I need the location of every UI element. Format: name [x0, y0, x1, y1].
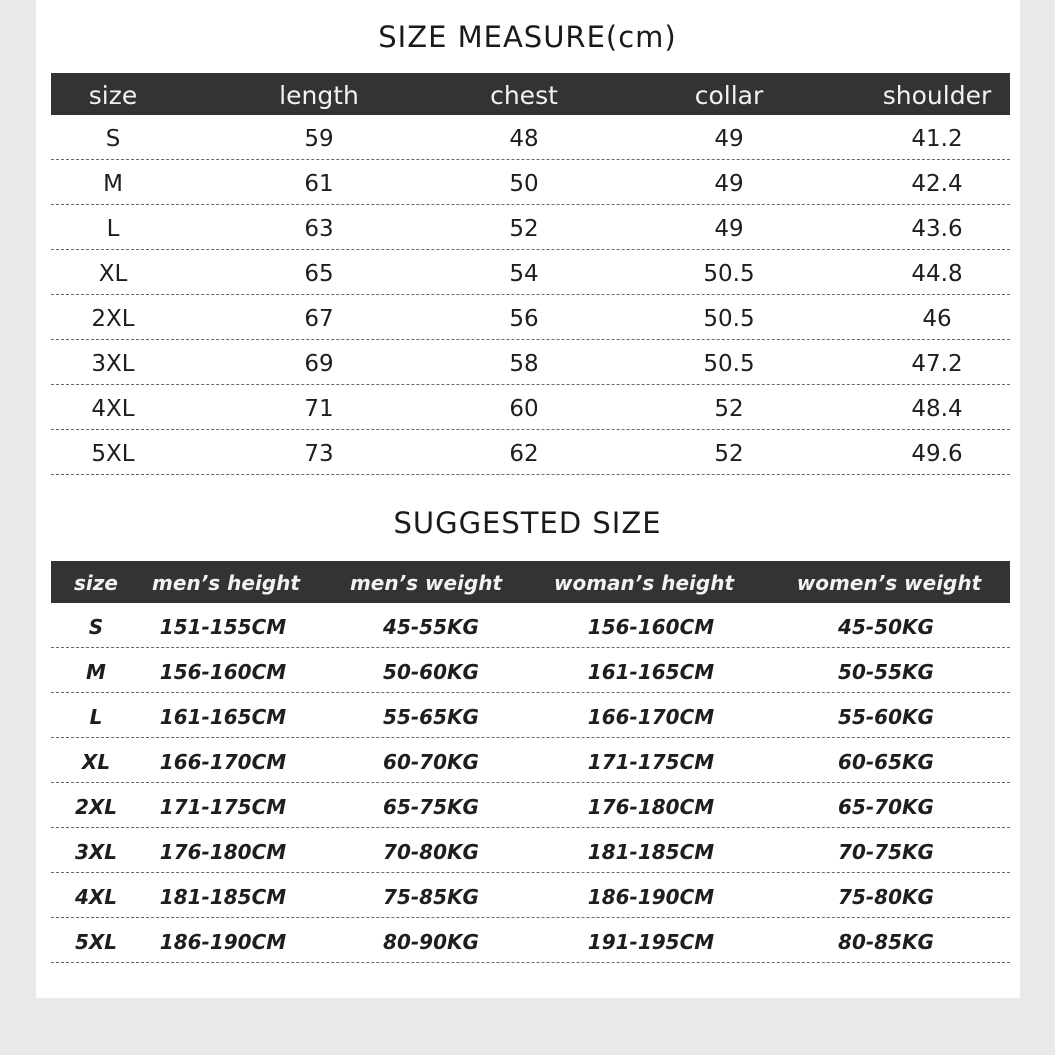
chest-cell: 58 [509, 351, 539, 377]
collar-cell: 49 [714, 216, 744, 242]
size-measure-body [51, 115, 1010, 475]
womens-weight-cell: 45-50KG [838, 615, 934, 639]
chest-cell: 50 [509, 171, 539, 197]
size-cell: M [103, 171, 123, 197]
shoulder-cell: 44.8 [911, 261, 963, 287]
header-shoulder: shoulder [882, 81, 992, 110]
collar-cell: 52 [714, 441, 744, 467]
size-measure-header [51, 73, 1010, 115]
size-cell: S [88, 615, 104, 639]
length-cell: 71 [304, 396, 334, 422]
mens-height-cell: 181-185CM [159, 885, 287, 909]
mens-height-cell: 151-155CM [159, 615, 287, 639]
womens-weight-cell: 70-75KG [838, 840, 934, 864]
womans-height-cell: 176-180CM [587, 795, 715, 819]
chest-cell: 62 [509, 441, 539, 467]
header-chest: chest [490, 81, 558, 110]
size-cell: 5XL [91, 441, 135, 467]
table-row [51, 873, 1010, 918]
table-row [51, 250, 1010, 295]
header-mens-weight: men’s weight [349, 571, 503, 595]
shoulder-cell: 47.2 [911, 351, 963, 377]
mens-height-cell: 156-160CM [159, 660, 287, 684]
header-length: length [279, 81, 359, 110]
table-row [51, 340, 1010, 385]
chest-cell: 52 [509, 216, 539, 242]
table-row [51, 603, 1010, 648]
suggested-size-body [51, 603, 1010, 963]
shoulder-cell: 42.4 [911, 171, 963, 197]
womens-weight-cell: 75-80KG [838, 885, 934, 909]
womens-weight-cell: 60-65KG [838, 750, 934, 774]
womens-weight-cell: 55-60KG [838, 705, 934, 729]
header-size: size [88, 81, 138, 110]
mens-weight-cell: 65-75KG [383, 795, 479, 819]
collar-cell: 52 [714, 396, 744, 422]
shoulder-cell: 48.4 [911, 396, 963, 422]
header-collar: collar [694, 81, 764, 110]
size-cell: 5XL [74, 930, 118, 954]
mens-height-cell: 161-165CM [159, 705, 287, 729]
womans-height-cell: 166-170CM [587, 705, 715, 729]
mens-height-cell: 171-175CM [159, 795, 287, 819]
mens-weight-cell: 80-90KG [383, 930, 479, 954]
mens-weight-cell: 60-70KG [383, 750, 479, 774]
table-row [51, 783, 1010, 828]
size-measure-title: SIZE MEASURE(cm) [378, 20, 677, 54]
collar-cell: 50.5 [703, 261, 755, 287]
table-row [51, 738, 1010, 783]
shoulder-cell: 46 [922, 306, 952, 332]
womens-weight-cell: 80-85KG [838, 930, 934, 954]
shoulder-cell: 43.6 [911, 216, 963, 242]
table-row [51, 385, 1010, 430]
table-row [51, 430, 1010, 475]
table-row [51, 115, 1010, 160]
mens-weight-cell: 75-85KG [383, 885, 479, 909]
mens-weight-cell: 50-60KG [383, 660, 479, 684]
mens-height-cell: 176-180CM [159, 840, 287, 864]
size-cell: L [89, 705, 103, 729]
size-cell: XL [98, 261, 128, 287]
collar-cell: 50.5 [703, 306, 755, 332]
womans-height-cell: 191-195CM [587, 930, 715, 954]
suggested-size-header [51, 561, 1010, 603]
length-cell: 65 [304, 261, 334, 287]
header-mens-height: men’s height [152, 571, 300, 595]
table-row [51, 918, 1010, 963]
mens-weight-cell: 70-80KG [383, 840, 479, 864]
size-cell: 4XL [91, 396, 135, 422]
length-cell: 59 [304, 126, 334, 152]
size-cell: 3XL [91, 351, 135, 377]
collar-cell: 49 [714, 126, 744, 152]
womans-height-cell: 171-175CM [587, 750, 715, 774]
length-cell: 67 [304, 306, 334, 332]
table-row [51, 828, 1010, 873]
size-cell: L [106, 216, 120, 242]
length-cell: 73 [304, 441, 334, 467]
suggested-size-title: SUGGESTED SIZE [393, 506, 662, 540]
size-cell: 4XL [74, 885, 118, 909]
womens-weight-cell: 50-55KG [838, 660, 934, 684]
size-cell: XL [81, 750, 111, 774]
table-row [51, 648, 1010, 693]
table-row [51, 205, 1010, 250]
size-measure-table [51, 73, 1010, 475]
size-cell: M [86, 660, 106, 684]
table-row [51, 160, 1010, 205]
suggested-size-table [51, 561, 1010, 963]
mens-height-cell: 166-170CM [159, 750, 287, 774]
length-cell: 61 [304, 171, 334, 197]
mens-weight-cell: 45-55KG [383, 615, 479, 639]
header-womans-height: woman’s height [553, 571, 735, 595]
chest-cell: 54 [509, 261, 539, 287]
womans-height-cell: 181-185CM [587, 840, 715, 864]
womens-weight-cell: 65-70KG [838, 795, 934, 819]
mens-weight-cell: 55-65KG [383, 705, 479, 729]
womans-height-cell: 161-165CM [587, 660, 715, 684]
womans-height-cell: 186-190CM [587, 885, 715, 909]
header-size: size [74, 571, 118, 595]
shoulder-cell: 41.2 [911, 126, 963, 152]
table-row [51, 693, 1010, 738]
size-cell: 2XL [74, 795, 118, 819]
mens-height-cell: 186-190CM [159, 930, 287, 954]
collar-cell: 50.5 [703, 351, 755, 377]
shoulder-cell: 49.6 [911, 441, 963, 467]
size-cell: 3XL [74, 840, 118, 864]
size-cell: S [105, 126, 121, 152]
chest-cell: 60 [509, 396, 539, 422]
header-womens-weight: women’s weight [796, 571, 982, 595]
womans-height-cell: 156-160CM [587, 615, 715, 639]
length-cell: 63 [304, 216, 334, 242]
chest-cell: 56 [509, 306, 539, 332]
chest-cell: 48 [509, 126, 539, 152]
collar-cell: 49 [714, 171, 744, 197]
table-row [51, 295, 1010, 340]
length-cell: 69 [304, 351, 334, 377]
size-cell: 2XL [91, 306, 135, 332]
